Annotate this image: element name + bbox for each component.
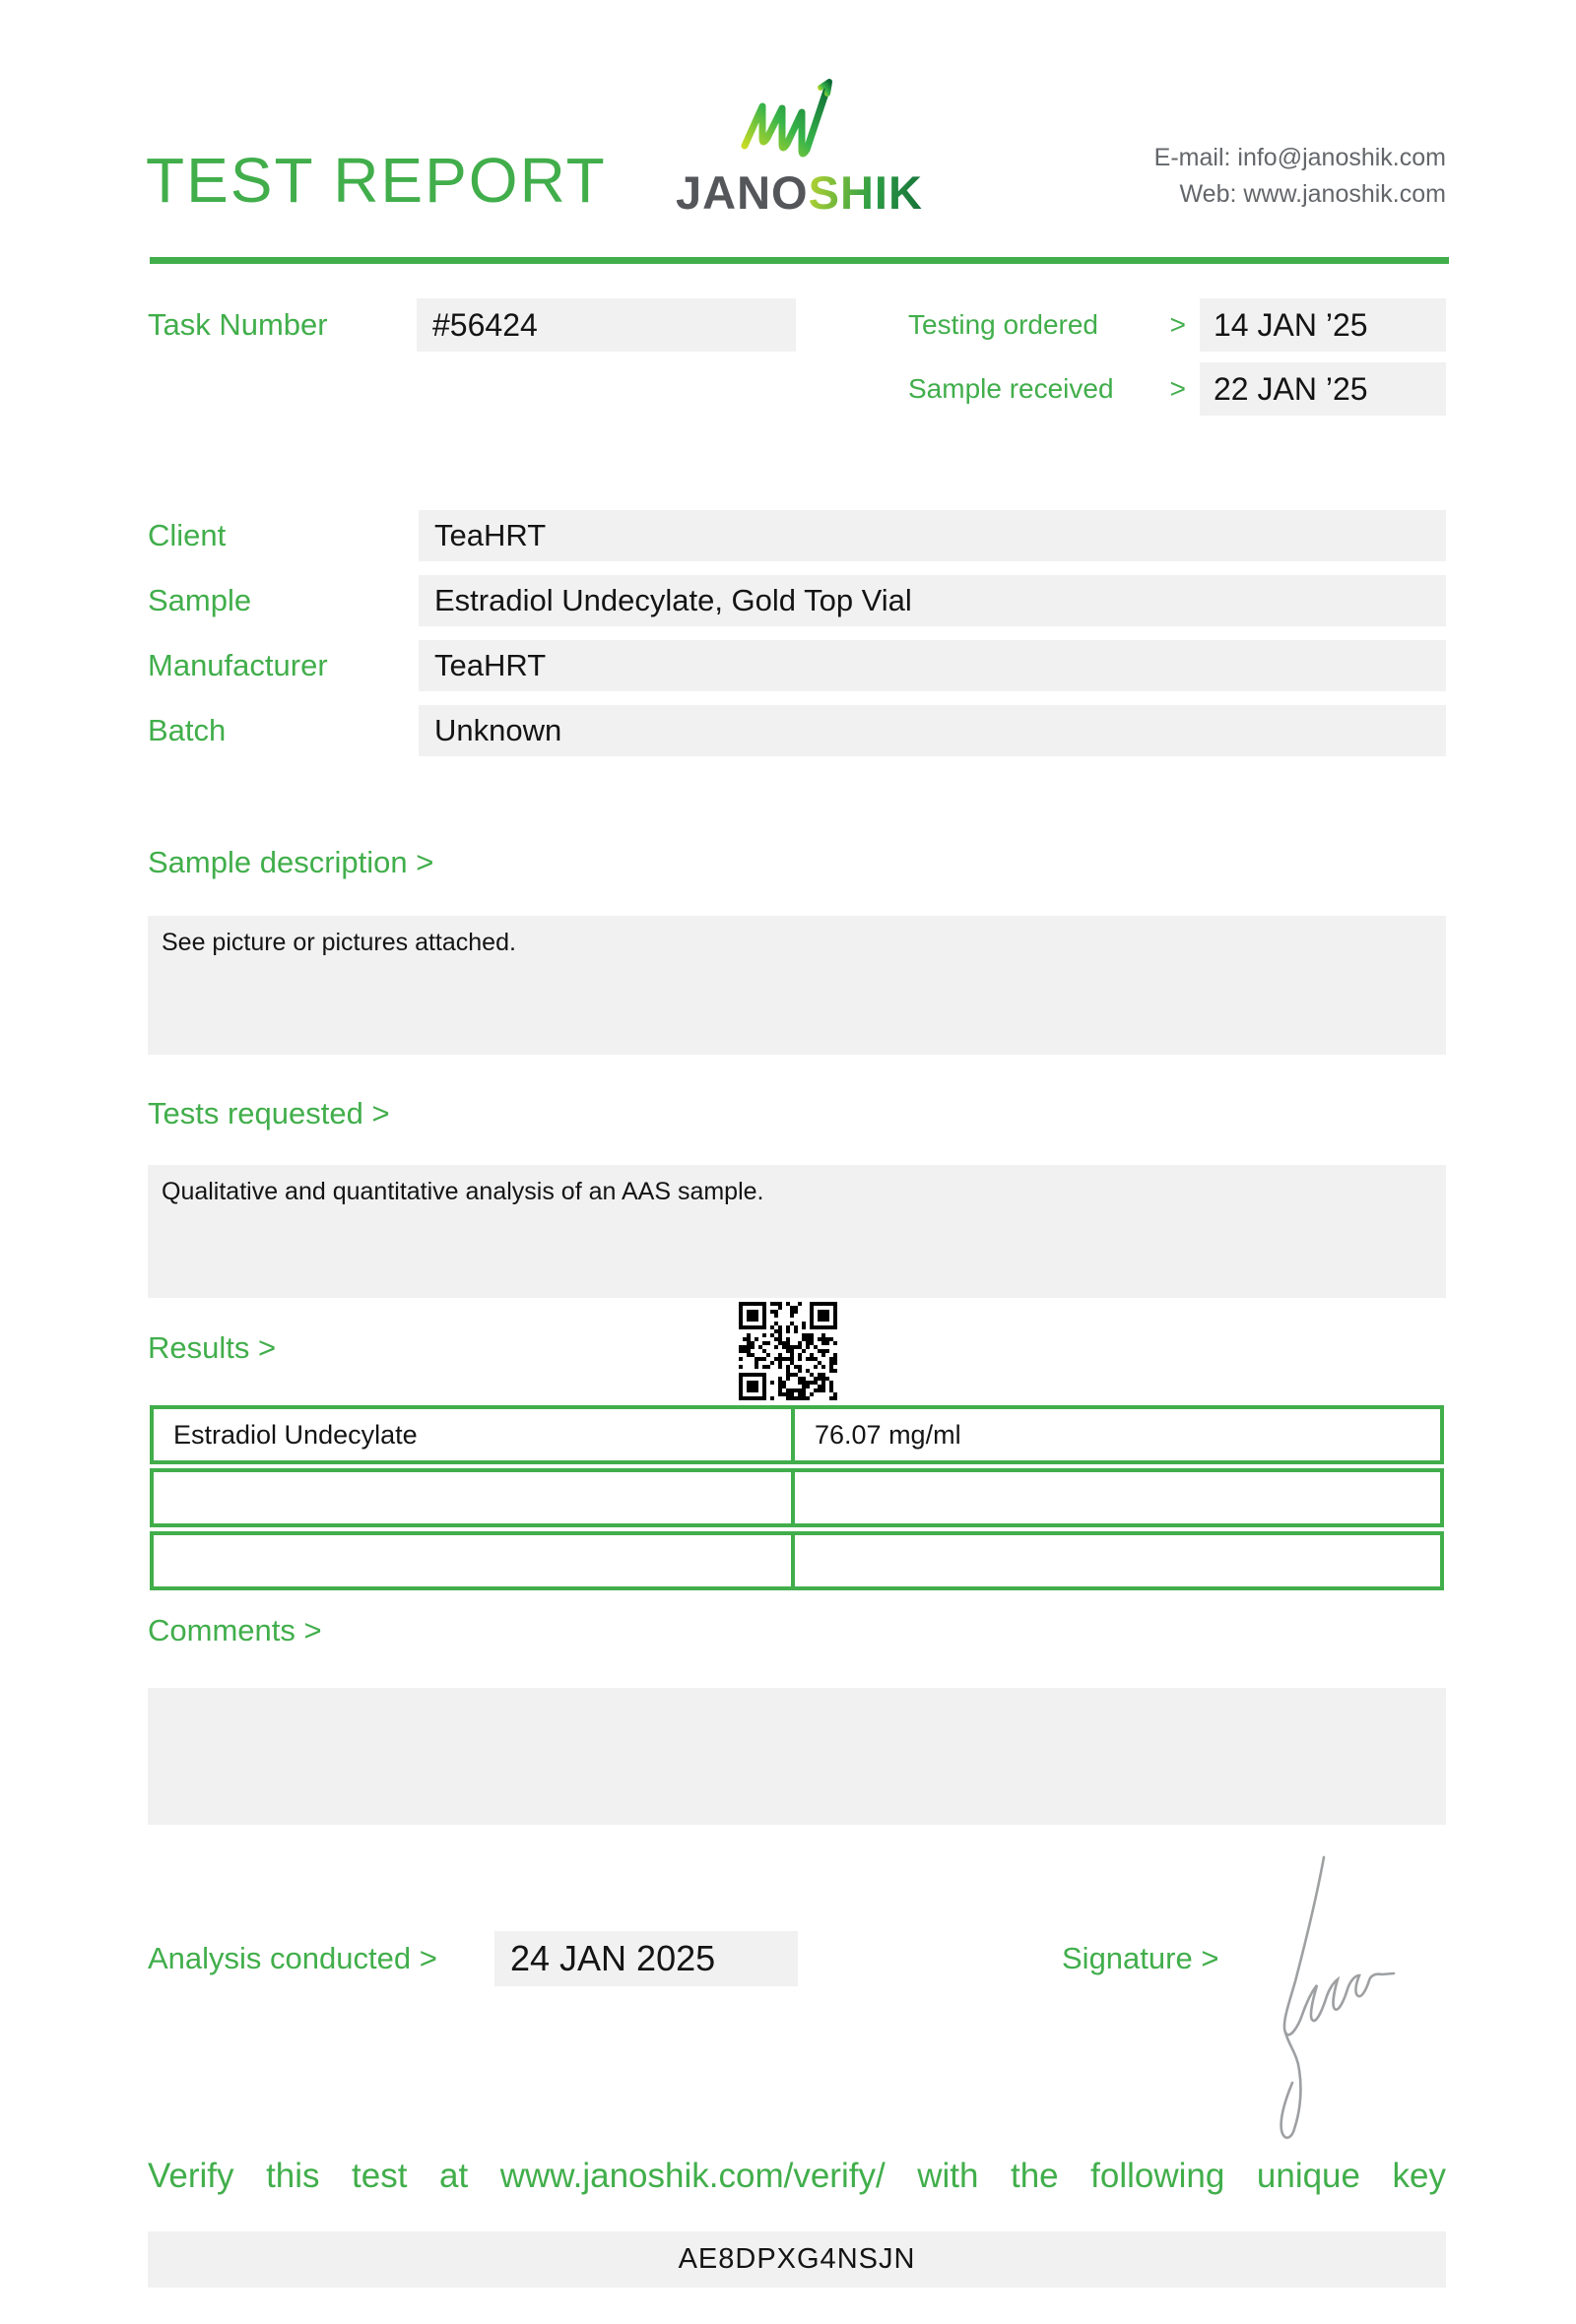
- sample-received-row: [908, 362, 1446, 416]
- sample-label: Sample: [148, 583, 252, 617]
- wordmark-gray-part: JANO: [676, 166, 809, 219]
- task-number-label: Task Number: [148, 307, 328, 342]
- arrow-glyph: >: [1169, 309, 1186, 340]
- qr-code: [739, 1302, 837, 1400]
- result-substance: [154, 1535, 795, 1586]
- client-label: Client: [148, 518, 227, 552]
- sample-description-heading: Sample description >: [148, 845, 434, 879]
- sample-row: [148, 575, 1446, 626]
- result-value: 76.07 mg/ml: [815, 1420, 961, 1450]
- sample-received-value: 22 JAN ’25: [1200, 362, 1446, 416]
- signature-label: Signature >: [1062, 1941, 1219, 1975]
- analysis-conducted-label: Analysis conducted >: [148, 1941, 437, 1975]
- sample-value: Estradiol Undecylate, Gold Top Vial: [419, 575, 1446, 626]
- testing-ordered-value: 14 JAN ’25: [1200, 298, 1446, 352]
- sample-received-label: Sample received >: [908, 373, 1186, 404]
- janoshik-wordmark: [676, 165, 923, 220]
- tests-requested-heading: Tests requested >: [148, 1096, 390, 1130]
- manufacturer-value: TeaHRT: [419, 640, 1446, 691]
- signature-scribble: [1263, 1830, 1411, 2145]
- batch-value: Unknown: [419, 705, 1446, 756]
- comments-box: [148, 1688, 1446, 1825]
- manufacturer-row: [148, 640, 1446, 691]
- contact-web: Web: www.janoshik.com: [1179, 180, 1446, 208]
- results-table: [150, 1405, 1444, 1594]
- page-title: TEST REPORT: [146, 145, 607, 216]
- tests-requested-box: Qualitative and quantitative analysis of an AAS sample.: [148, 1165, 1446, 1298]
- sample-description-box: See picture or pictures attached.: [148, 916, 1446, 1055]
- analysis-date-value: 24 JAN 2025: [494, 1931, 798, 1986]
- verify-key: AE8DPXG4NSJN: [148, 2231, 1446, 2288]
- client-row: [148, 510, 1446, 561]
- batch-row: [148, 705, 1446, 756]
- results-table-row: [150, 1405, 1444, 1464]
- comments-heading: Comments >: [148, 1613, 322, 1647]
- results-table-row: [150, 1531, 1444, 1590]
- result-substance: [154, 1472, 795, 1523]
- manufacturer-label: Manufacturer: [148, 648, 328, 682]
- client-value: TeaHRT: [419, 510, 1446, 561]
- task-number-value: #56424: [417, 298, 796, 352]
- results-heading: Results >: [148, 1330, 277, 1365]
- wordmark-green-part: SHIK: [808, 166, 923, 219]
- header-divider: [150, 257, 1449, 264]
- contact-email: E-mail: info@janoshik.com: [1153, 144, 1446, 171]
- testing-ordered-label: Testing ordered >: [908, 309, 1186, 340]
- janoshik-logo-icon: [739, 75, 837, 165]
- results-table-row: [150, 1468, 1444, 1527]
- task-number-row: [148, 298, 818, 352]
- testing-ordered-row: [908, 298, 1446, 352]
- arrow-glyph: >: [1169, 373, 1186, 404]
- result-value: [795, 1535, 1440, 1586]
- contact-block: [1154, 140, 1446, 213]
- result-value: [795, 1472, 1440, 1523]
- result-substance: Estradiol Undecylate: [154, 1409, 795, 1460]
- batch-label: Batch: [148, 713, 227, 747]
- verify-instruction: Verify this test at www.janoshik.com/verify/ with the following unique key: [148, 2157, 1446, 2195]
- analysis-conducted-row: [148, 1931, 837, 1986]
